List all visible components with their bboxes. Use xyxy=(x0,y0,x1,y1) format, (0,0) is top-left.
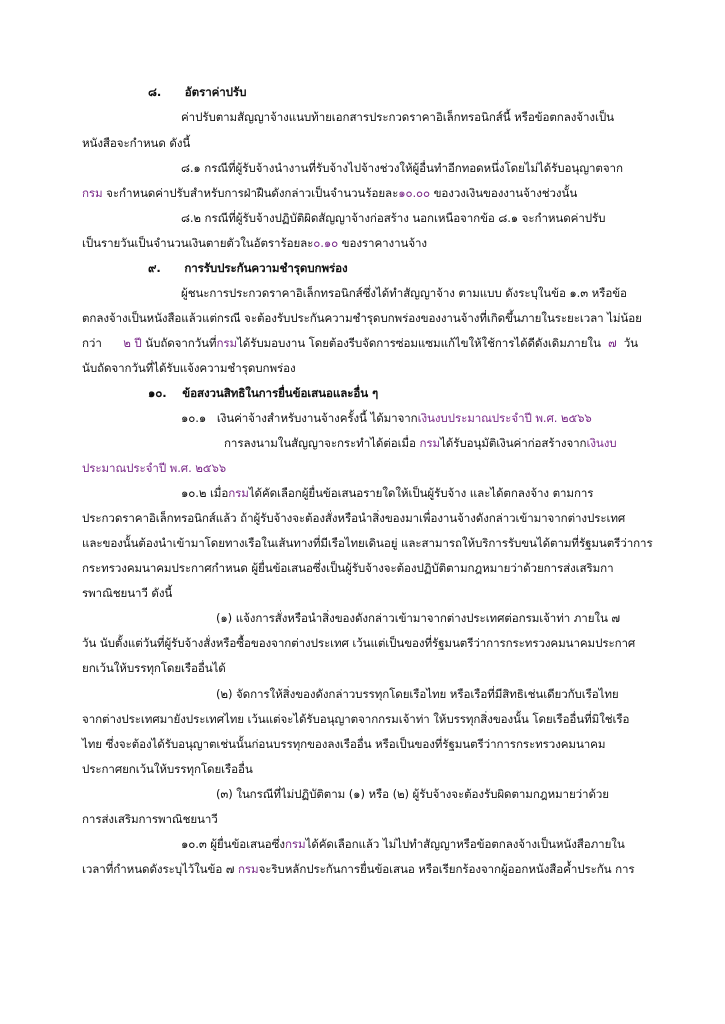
text-segment: ๑๐.๒ เมื่อ xyxy=(181,486,229,500)
paragraph-line xyxy=(181,836,625,852)
highlight-text: กรม xyxy=(419,436,441,450)
section-title: ข้อสงวนสิทธิในการยื่นข้อเสนอและอื่น ๆ xyxy=(182,386,379,400)
highlight-text: กรม xyxy=(228,486,249,500)
section-number: ๙. xyxy=(148,261,161,275)
paragraph-line: ยกเว้นให้บรรทุกโดยเรืออื่นได้ xyxy=(82,661,226,675)
paragraph-line: ค่าปรับตามสัญญาจ้างแนบท้ายเอกสารประกวดราคาอิเล็กทรอนิกส์นี้ หรือข้อตกลงจ้างเป็น xyxy=(181,110,614,124)
paragraph-line: ประกาศยกเว้นให้บรรทุกโดยเรืออื่น xyxy=(82,762,253,776)
paragraph-line: การส่งเสริมการพาณิชยนาวี xyxy=(82,812,218,826)
highlight-text: กรม xyxy=(285,837,306,851)
section-title: อัตราค่าปรับ xyxy=(184,85,247,99)
text-segment: จะริบหลักประกันการยื่นข้อเสนอ หรือเรียกร้องจากผู้ออกหนังสือค้ำประกัน การ xyxy=(258,862,635,876)
paragraph-line: และของนั้นต้องนำเข้ามาโดยทางเรือในเส้นทางที่มีเรือไทยเดินอยู่ และสามารถให้บริการรับขนได้ตามที่รัฐมนตรีว่าการ xyxy=(82,536,653,550)
paragraph-line: ตกลงจ้างเป็นหนังสือแล้วแต่กรณี จะต้องรับประกันความชำรุดบกพร่องของงานจ้างที่เกิดขึ้นภายในระยะเวลา ไม่น้อย xyxy=(82,311,642,325)
text-segment: ของราคางานจ้าง xyxy=(338,236,427,250)
section-title: การรับประกันความชำรุดบกพร่อง xyxy=(184,261,348,275)
highlight-text: ๗ xyxy=(607,336,617,350)
text-segment: ของวงเงินของงานจ้างช่วงนั้น xyxy=(429,186,578,200)
paragraph-line: ประกวดราคาอิเล็กทรอนิกส์แล้ว ถ้าผู้รับจ้างจะต้องสั่งหรือนำสิ่งของมาเพื่องานจ้างดังกล่าวเข้ามาจากต่างประเทศ xyxy=(82,511,626,525)
paragraph-line xyxy=(224,435,617,451)
text-segment: ได้คัดเลือกผู้ยื่นข้อเสนอรายใดให้เป็นผู้รับจ้าง และได้ตกลงจ้าง ตามการ xyxy=(248,486,594,500)
paragraph-line: นับถัดจากวันที่ได้รับแจ้งความชำรุดบกพร่อง xyxy=(82,361,296,375)
highlight-text: กรม xyxy=(216,336,238,350)
text-segment: จะกำหนดค่าปรับสำหรับการฝ่าฝืนดังกล่าวเป็นจำนวนร้อยละ xyxy=(102,186,399,200)
highlight-text: เงินงบ xyxy=(586,436,617,450)
paragraph-line: ไทย ซึ่งจะต้องได้รับอนุญาตเช่นนั้นก่อนบรรทุกของลงเรืออื่น หรือเป็นของที่รัฐมนตรีว่าการกระทรวงคมนาคม xyxy=(82,737,606,751)
paragraph-line: ๘.๑ กรณีที่ผู้รับจ้างนำงานที่รับจ้างไปจ้างช่วงให้ผู้อื่นทำอีกทอดหนึ่งโดยไม่ได้รับอนุญาตจาก xyxy=(181,161,623,175)
paragraph-line: ผู้ชนะการประกวดราคาอิเล็กทรอนิกส์ซึ่งได้ทำสัญญาจ้าง ตามแบบ ดังระบุในข้อ ๑.๓ หรือข้อ xyxy=(181,286,627,300)
highlight-text: กรม xyxy=(82,186,103,200)
highlight-text: เงินงบประมาณประจำปี พ.ศ. ๒๕๖๖ xyxy=(417,411,592,425)
list-item: (๒) จัดการให้สิ่งของดังกล่าวบรรทุกโดยเรือไทย หรือเรือที่มีสิทธิเช่นเดียวกับเรือไทย xyxy=(216,687,619,701)
highlight-text: กรม xyxy=(237,862,259,876)
text-segment: ได้คัดเลือกแล้ว ไม่ไปทำสัญญาหรือข้อตกลงจ้างเป็นหนังสือภายใน xyxy=(305,837,625,851)
section-number: ๘. xyxy=(148,85,162,99)
section-10-heading xyxy=(148,385,378,401)
highlight-text: ๐.๑๐ xyxy=(313,236,339,250)
paragraph-line xyxy=(181,410,592,426)
item-number: ๑๐.๑ xyxy=(181,411,207,425)
paragraph-line xyxy=(82,335,638,351)
list-item: (๓) ในกรณีที่ไม่ปฏิบัติตาม (๑) หรือ (๒) ผู้รับจ้างจะต้องรับผิดตามกฎหมายว่าด้วย xyxy=(216,787,609,801)
highlight-text: ๑๐.๐๐ xyxy=(398,186,430,200)
section-number: ๑๐. xyxy=(148,386,167,400)
paragraph-line: กระทรวงคมนาคมประกาศกำหนด ผู้ยื่นข้อเสนอซึ่งเป็นผู้รับจ้างจะต้องปฏิบัติตามกฎหมายว่าด้วยการส่งเสริมกา xyxy=(82,561,614,575)
paragraph-line: รพาณิชยนาวี ดังนี้ xyxy=(82,586,173,600)
paragraph-line: จากต่างประเทศมายังประเทศไทย เว้นแต่จะได้รับอนุญาตจากกรมเจ้าท่า ให้บรรทุกสิ่งของนั้น โดยเรืออื่นที่มิใช่เรือ xyxy=(82,712,630,726)
section-9-heading xyxy=(148,260,348,276)
text-segment: เวลาที่กำหนดดังระบุไว้ในข้อ ๗ xyxy=(82,862,238,876)
paragraph-line: วัน นับตั้งแต่วันที่ผู้รับจ้างสั่งหรือซื้อของจากต่างประเทศ เว้นแต่เป็นของที่รัฐมนตรีว่าการกระทรวงคมนาคมประกาศ xyxy=(82,636,636,650)
text-segment: การลงนามในสัญญาจะกระทำได้ต่อเมื่อ xyxy=(224,436,420,450)
text-segment: เป็นรายวันเป็นจำนวนเงินตายตัวในอัตราร้อยละ xyxy=(82,236,314,250)
paragraph-line: ๘.๒ กรณีที่ผู้รับจ้างปฏิบัติผิดสัญญาจ้างก่อสร้าง นอกเหนือจากข้อ ๘.๑ จะกำหนดค่าปรับ xyxy=(181,211,606,225)
text-segment: ได้รับอนุมัติเงินค่าก่อสร้างจาก xyxy=(440,436,587,450)
paragraph-line xyxy=(82,861,635,877)
text-segment: วัน xyxy=(623,336,639,350)
paragraph-line xyxy=(82,235,427,251)
highlight-text: ๒ ปี xyxy=(123,336,142,350)
text-segment: ได้รับมอบงาน โดยต้องรีบจัดการซ่อมแซมแก้ไขให้ใช้การได้ดีดังเดิมภายใน xyxy=(237,336,601,350)
highlight-text: ประมาณประจำปี พ.ศ. ๒๕๖๖ xyxy=(82,461,226,475)
text-segment: กว่า xyxy=(82,336,102,350)
paragraph-line xyxy=(181,485,593,501)
section-8-heading xyxy=(148,84,246,100)
paragraph-line: หนังสือจะกำหนด ดังนี้ xyxy=(82,136,191,150)
text-segment: ๑๐.๓ ผู้ยื่นข้อเสนอซึ่ง xyxy=(181,837,285,851)
text-segment: เงินค่าจ้างสำหรับงานจ้างครั้งนี้ ได้มาจาก xyxy=(216,411,418,425)
paragraph-line xyxy=(82,185,577,201)
list-item: (๑) แจ้งการสั่งหรือนำสิ่งของดังกล่าวเข้ามาจากต่างประเทศต่อกรมเจ้าท่า ภายใน ๗ xyxy=(216,611,620,625)
text-segment: นับถัดจากวันที่ xyxy=(141,336,217,350)
